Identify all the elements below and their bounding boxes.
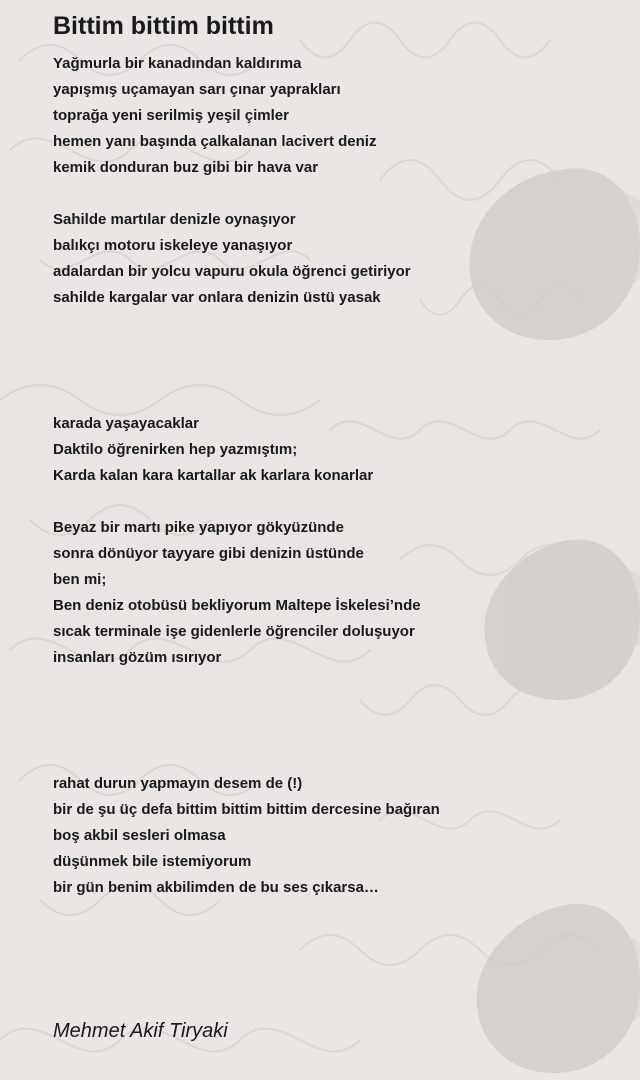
poem-line: Yağmurla bir kanadından kaldırıma [53,55,302,72]
poem-line: bir de şu üç defa bittim bittim bittim dercesine bağıran [53,801,440,818]
poem-line: Beyaz bir martı pike yapıyor gökyüzünde [53,519,344,536]
stanza-3 [53,411,373,489]
stanza-2 [53,207,411,311]
stanza-5 [53,771,440,901]
poem-line: bir gün benim akbilimden de bu ses çıkarsa… [53,879,379,896]
poem-line: düşünmek bile istemiyorum [53,853,252,870]
poem-line: kemik donduran buz gibi bir hava var [53,159,319,176]
poem-line: rahat durun yapmayın desem de (!) [53,775,303,792]
poem-line: yapışmış uçamayan sarı çınar yaprakları [53,81,341,98]
poem-line: Sahilde martılar denizle oynaşıyor [53,211,296,228]
poem-line: Daktilo öğrenirken hep yazmıştım; [53,441,298,458]
poem-line: adalardan bir yolcu vapuru okula öğrenci getiriyor [53,263,411,280]
poem-line: boş akbil sesleri olmasa [53,827,226,844]
stanza-1 [53,51,376,181]
poem-line: ben mi; [53,571,107,588]
poem-line: Karda kalan kara kartallar ak karlara konarlar [53,467,374,484]
poem-line: sonra dönüyor tayyare gibi denizin üstünde [53,545,364,562]
poem-line: Ben deniz otobüsü bekliyorum Maltepe İskelesi’nde [53,597,421,614]
stanza-4 [53,515,421,671]
poem-line: toprağa yeni serilmiş yeşil çimler [53,107,289,124]
poem-line: sahilde kargalar var onlara denizin üstü yasak [53,289,381,306]
poem-author: Mehmet Akif Tiryaki [53,1020,228,1042]
poem-line: karada yaşayacaklar [53,415,199,432]
poem-line: insanları gözüm ısırıyor [53,649,222,666]
poem-line: sıcak terminale işe gidenlerle öğrenciler doluşuyor [53,623,415,640]
poem-line: hemen yanı başında çalkalanan lacivert deniz [53,133,377,150]
poem-line: balıkçı motoru iskeleye yanaşıyor [53,237,293,254]
poem-title: Bittim bittim bittim [53,12,274,40]
